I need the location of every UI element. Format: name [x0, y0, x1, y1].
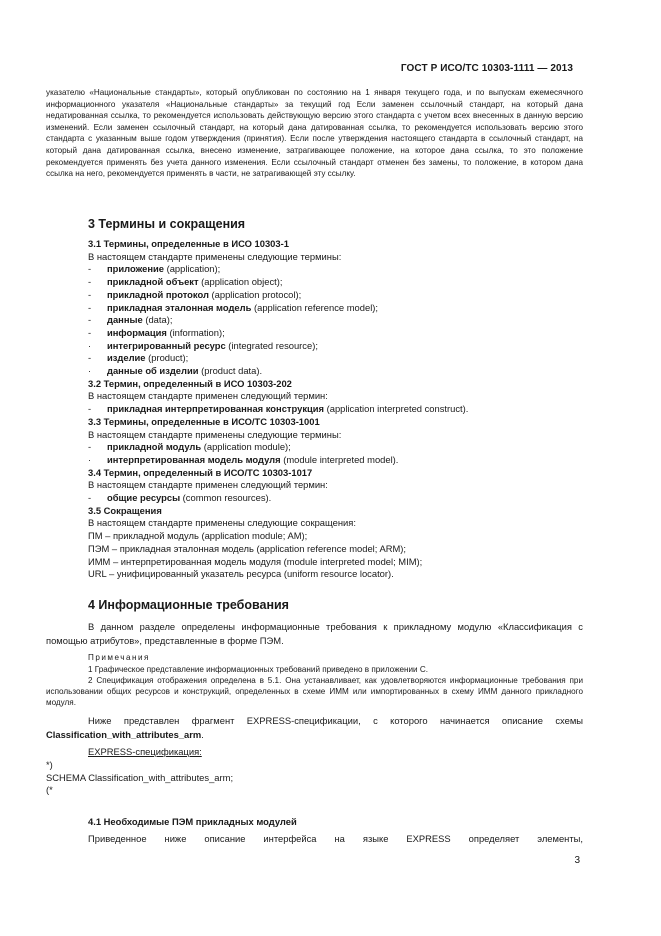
subsection-3-4-intro: В настоящем стандарте применен следующий термин:	[88, 479, 328, 491]
intro-paragraph: указателю «Национальные стандарты», который опубликован по состоянию на 1 января текущего года, и по выпускам ежемесячного информационного указателя «Национальные стандарты» за текущий год Если заменен ссылочный стандарт, на который дана недатированная ссылка, то рекомендуется использовать действующую версию этого стандарта с учетом всех внесенных в данную версию изменений. Если заменен ссылочный стандарт, на который дана датированная ссылка, то рекомендуется использовать версию этого стандарта с указанным выше годом утверждения (принятия). Если после утверждения настоящего стандарта в ссылочный стандарт, на который дана датированная ссылка, внесено изменение, затрагивающее положение, на которое дана ссылка, то это положение рекомендуется применять без учета данного изменения. Если ссылочный стандарт отменен без замены, то положение, в котором дана ссылка на него, рекомендуется применять в части, не затрагивающей эту ссылку.	[46, 88, 583, 179]
term-item: - изделие (product);	[88, 352, 189, 364]
page-number: 3	[574, 855, 580, 866]
term-item: - приложение (application);	[88, 263, 221, 275]
note-1: 1 Графическое представление информационных требований приведено в приложении С.	[88, 665, 428, 674]
subsection-3-1-heading: 3.1 Термины, определенные в ИСО 10303-1	[88, 238, 289, 249]
subsection-3-2-heading: 3.2 Термин, определенный в ИСО 10303-202	[88, 377, 292, 389]
subsection-3-2-intro: В настоящем стандарте применен следующий термин:	[88, 390, 328, 402]
code-line: *)	[46, 759, 53, 770]
code-line: SCHEMA Classification_with_attributes_arm;	[46, 771, 234, 783]
abbreviation-item: ПМ – прикладной модуль (application module; AM);	[88, 530, 308, 542]
section-4-heading: 4 Информационные требования	[88, 598, 289, 612]
section-4-paragraph: В данном разделе определены информационные требования к прикладному модулю «Классификация с помощью атрибутов», представленные в форме ПЭМ.	[46, 621, 583, 646]
abbreviation-item: ПЭМ – прикладная эталонная модель (application reference model; ARM);	[88, 542, 407, 554]
term-item: - прикладная интерпретированная конструкция (application interpreted construct).	[88, 403, 469, 415]
term-item: - данные (data);	[88, 314, 173, 326]
note-2: 2 Спецификация отображения определена в 5.1. Она устанавливает, как удовлетворяются информационные требования при использовании общих ресурсов и конструкций, определенных в схеме ИММ или импортированных в схему ИММ данного прикладного модуля.	[46, 676, 583, 707]
term-item: - общие ресурсы (common resources).	[88, 492, 272, 504]
abbreviation-item: ИММ – интерпретированная модель модуля (module interpreted model; MIM);	[88, 555, 423, 567]
term-item: - прикладная эталонная модель (application reference model);	[88, 301, 379, 313]
abbreviation-item: URL – унифицированный указатель ресурса (uniform resource locator).	[88, 568, 394, 580]
subsection-3-1-intro: В настоящем стандарте применены следующие термины:	[88, 250, 342, 262]
express-code-block	[46, 759, 233, 797]
subsection-3-5-intro: В настоящем стандарте применены следующие сокращения:	[88, 517, 356, 529]
term-item: - прикладной модуль (application module);	[88, 441, 291, 453]
term-item: - прикладной протокол (application protocol);	[88, 288, 302, 300]
notes-heading: Примечания	[88, 653, 150, 662]
express-spec-label: EXPRESS-спецификация:	[88, 746, 202, 757]
section-3-heading: 3 Термины и сокращения	[88, 217, 246, 231]
term-item: - прикладной объект (application object);	[88, 276, 283, 288]
document-header: ГОСТ Р ИСО/ТС 10303-1111 — 2013	[400, 63, 573, 74]
express-intro-paragraph: Ниже представлен фрагмент EXPRESS-спецификации, с которого начинается описание схемы Classification_with_attributes_arm.	[46, 715, 583, 740]
subsection-4-1-paragraph: Приведенное ниже описание интерфейса на языке EXPRESS определяет элементы,	[88, 833, 583, 844]
subsection-4-1-heading: 4.1 Необходимые ПЭМ прикладных модулей	[88, 816, 297, 827]
subsection-3-5-heading: 3.5 Сокращения	[88, 504, 162, 516]
term-item: · интегрированный ресурс (integrated resource);	[88, 339, 318, 351]
code-line: (*	[46, 784, 53, 795]
term-item: · интерпретированная модель модуля (module interpreted model).	[88, 453, 399, 465]
subsection-3-3-heading: 3.3 Термины, определенные в ИСО/ТС 10303-1001	[88, 415, 320, 427]
subsection-3-4-heading: 3.4 Термин, определенный в ИСО/ТС 10303-1017	[88, 466, 313, 478]
section-3-body	[88, 238, 583, 581]
term-item: - информация (information);	[88, 326, 225, 338]
term-item: · данные об изделии (product data).	[88, 365, 263, 377]
schema-name: Classification_with_attributes_arm	[46, 729, 202, 740]
subsection-3-3-intro: В настоящем стандарте применены следующие термины:	[88, 428, 342, 440]
